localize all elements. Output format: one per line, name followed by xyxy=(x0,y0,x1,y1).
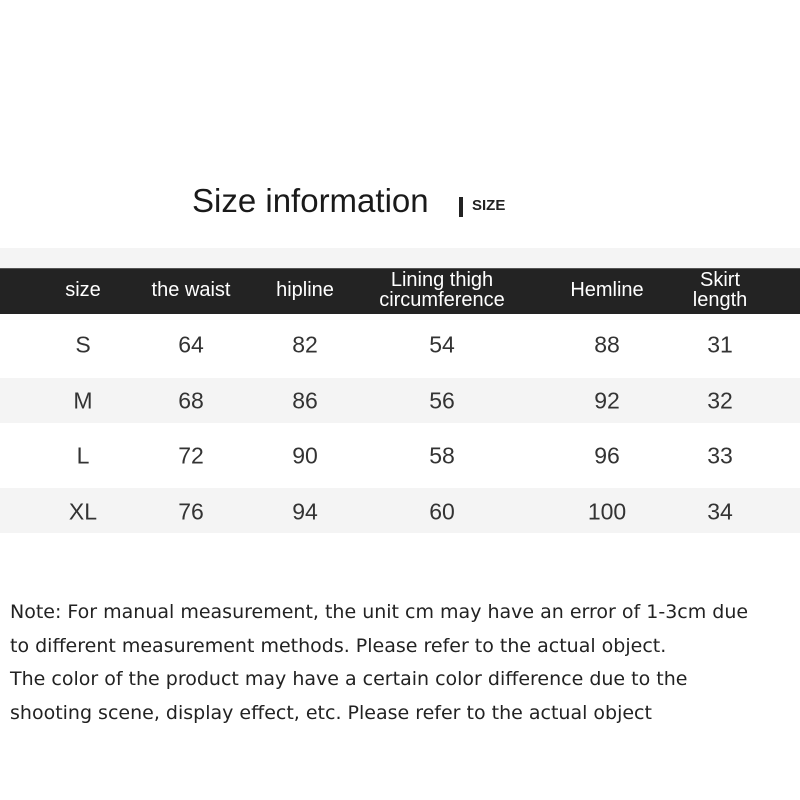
table-cell: 54 xyxy=(429,331,455,358)
note-line: to different measurement methods. Please refer to the actual object. xyxy=(10,634,667,657)
table-cell: 86 xyxy=(292,387,318,414)
table-cell: 32 xyxy=(707,387,733,414)
note-line: shooting scene, display effect, etc. Please refer to the actual object xyxy=(10,701,652,724)
table-cell: 64 xyxy=(178,331,204,358)
table-cell: 82 xyxy=(292,331,318,358)
page-subtitle: SIZE xyxy=(472,197,506,214)
table-cell: 100 xyxy=(587,498,627,525)
table-cell: 96 xyxy=(594,442,620,469)
table-cell: 58 xyxy=(429,442,455,469)
table-cell: 33 xyxy=(707,442,733,469)
column-header: size xyxy=(65,279,101,301)
table-cell: XL xyxy=(68,498,98,525)
column-header: Lining thigh circumference xyxy=(379,269,505,311)
table-cell: 60 xyxy=(429,498,455,525)
table-cell: 31 xyxy=(707,331,733,358)
row-band-m xyxy=(0,378,800,423)
table-cell: 90 xyxy=(292,442,318,469)
column-header: Skirt length xyxy=(692,269,748,311)
table-cell: 72 xyxy=(178,442,204,469)
table-cell: 68 xyxy=(178,387,204,414)
table-cell: L xyxy=(76,442,90,469)
table-cell: 76 xyxy=(178,498,204,525)
title-divider xyxy=(459,197,463,217)
table-cell: 92 xyxy=(594,387,620,414)
note-line: Note: For manual measurement, the unit cm may have an error of 1-3cm due xyxy=(10,601,749,623)
table-cell: M xyxy=(73,387,93,414)
page-title: Size information xyxy=(192,182,429,219)
column-header: Hemline xyxy=(570,279,644,301)
column-header: hipline xyxy=(276,279,334,301)
table-cell: S xyxy=(75,331,91,358)
table-cell: 88 xyxy=(594,331,620,358)
row-band-xl xyxy=(0,488,800,533)
header-band xyxy=(0,248,800,268)
note-line: The color of the product may have a certain color difference due to the xyxy=(10,668,688,690)
table-cell: 56 xyxy=(429,387,455,414)
table-cell: 94 xyxy=(292,498,318,525)
table-cell: 34 xyxy=(707,498,733,525)
column-header: the waist xyxy=(151,279,231,301)
notes xyxy=(10,596,748,730)
